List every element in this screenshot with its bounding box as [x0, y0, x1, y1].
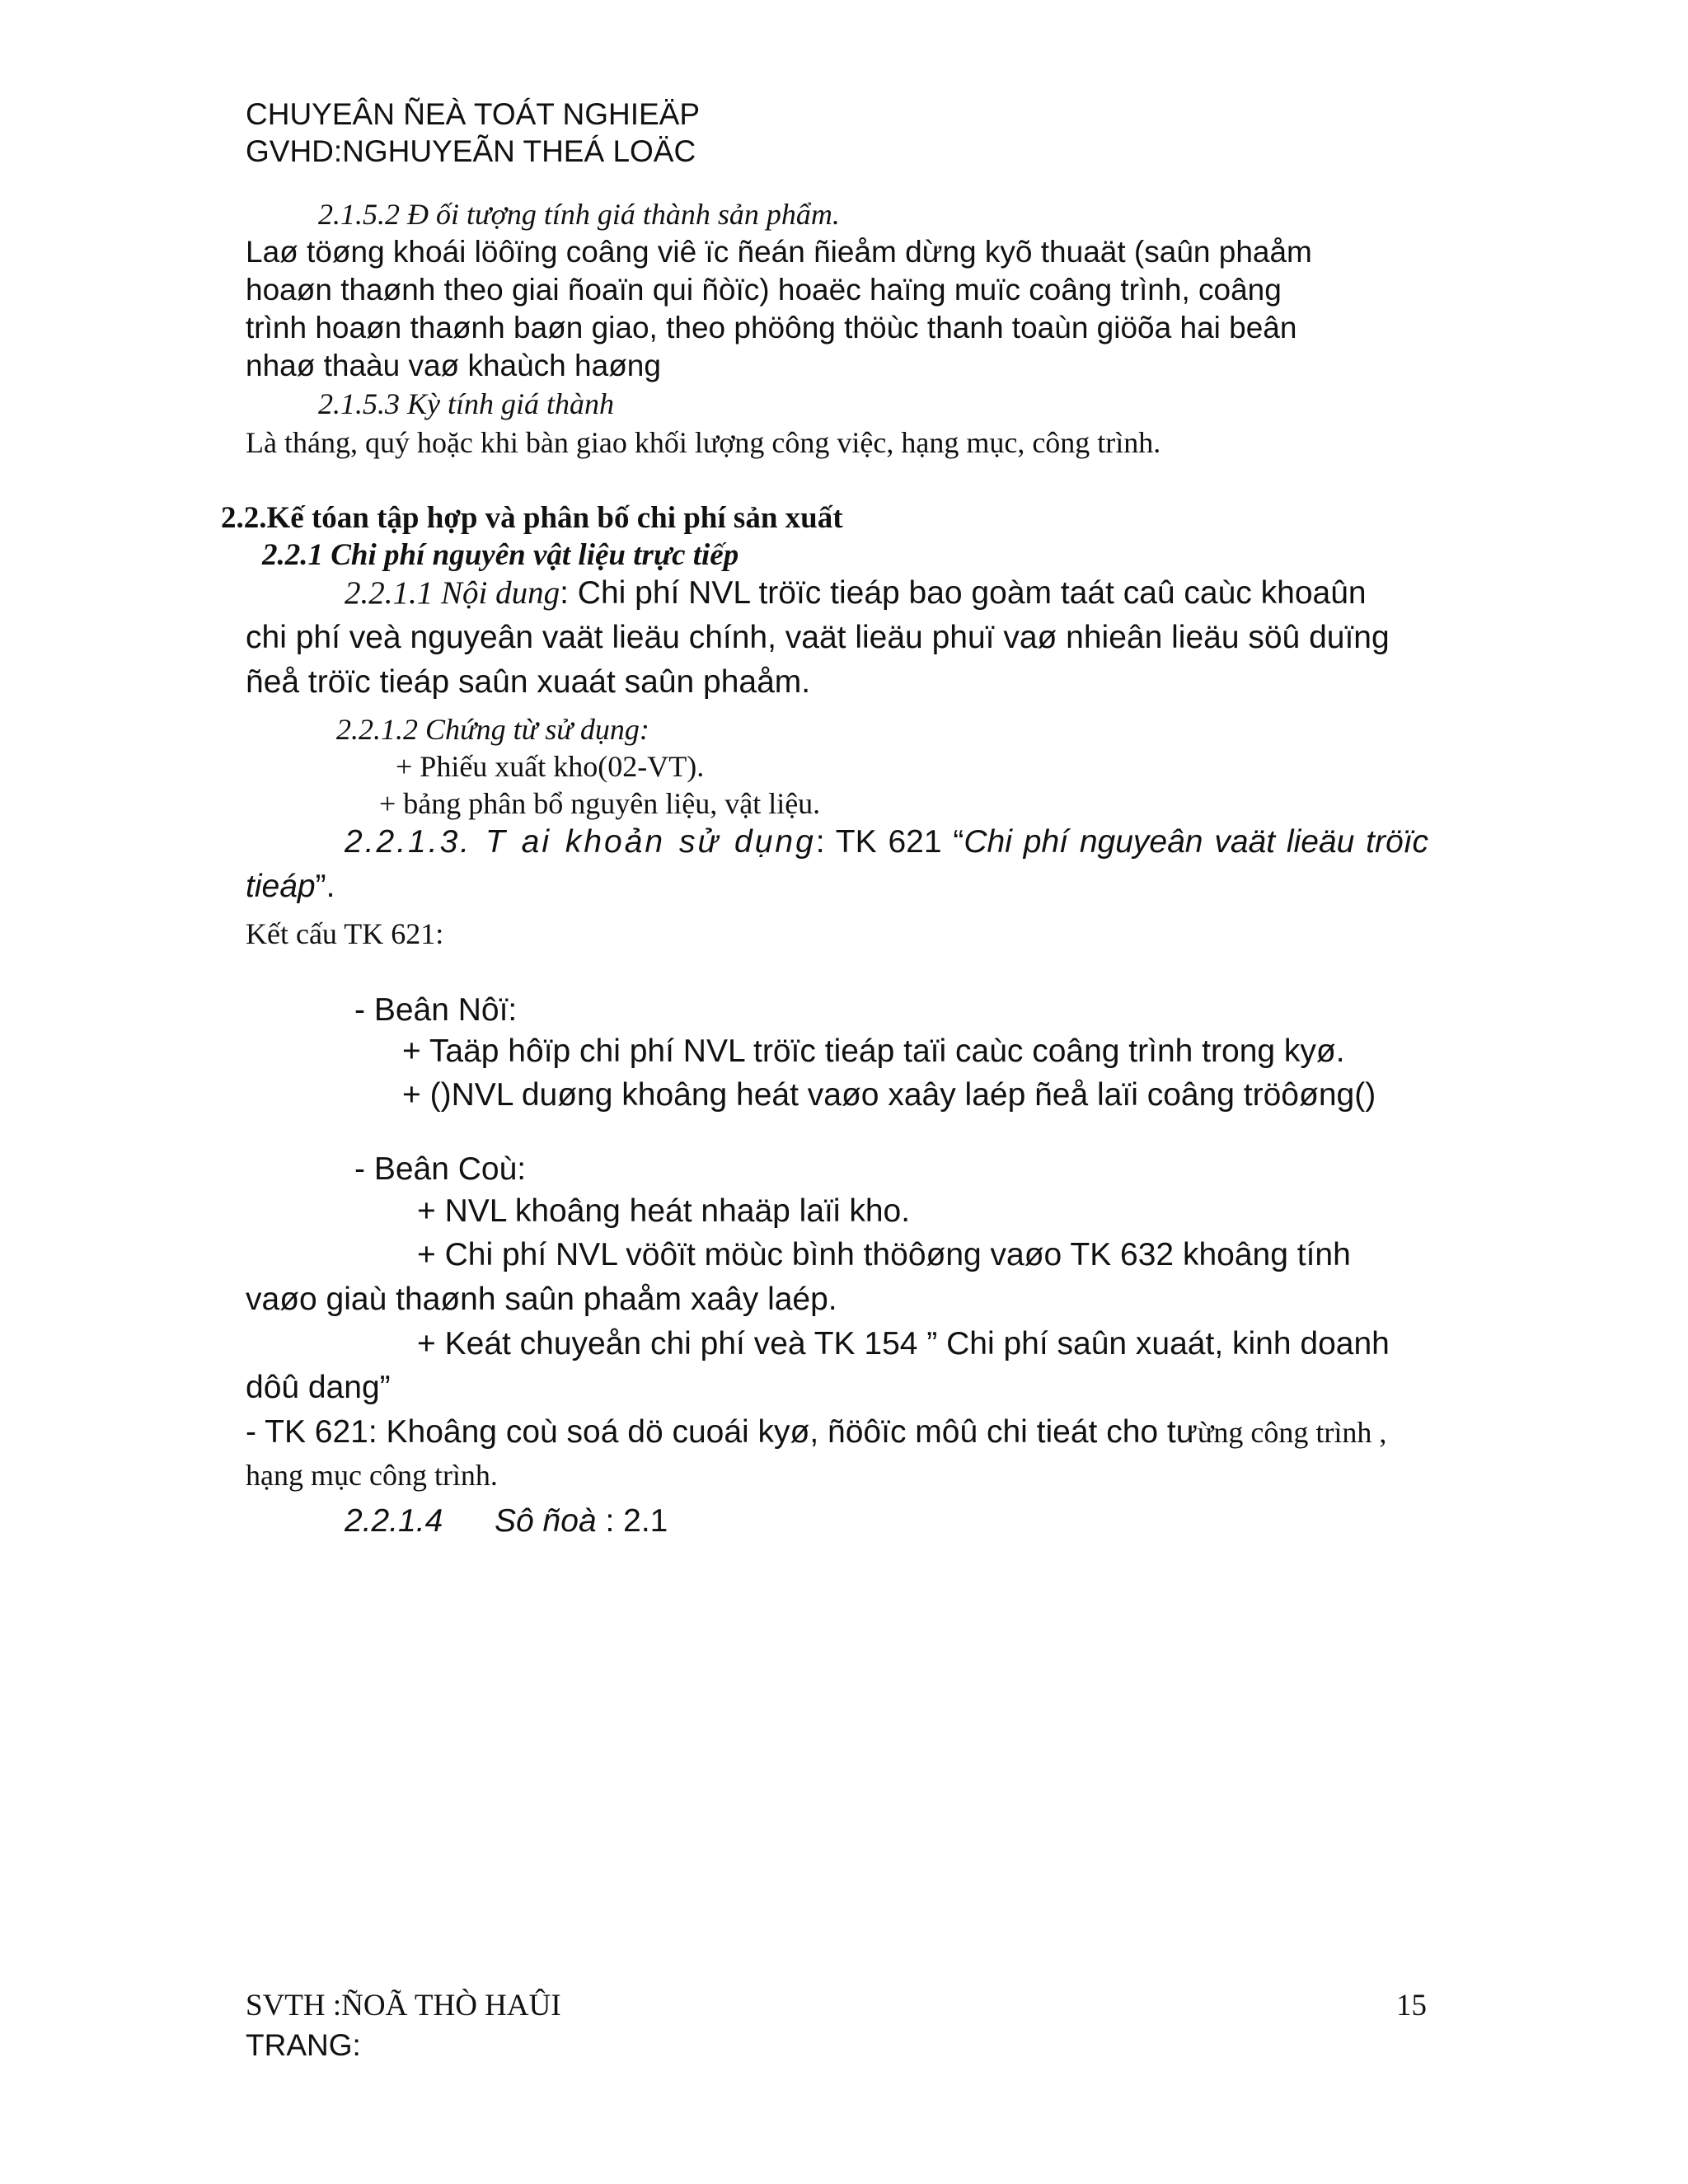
paragraph-line: trình hoaøn thaønh baøn giao, theo phöông thöùc thanh toaùn giöõa hai beân: [246, 311, 1297, 344]
section-2-2-1-1-line1: [345, 575, 1367, 612]
diagram-label: Sô ñoà: [495, 1503, 597, 1539]
credit-label: - Beân Coù:: [354, 1151, 527, 1187]
balance-line2: hạng mục công trình.: [246, 1459, 498, 1492]
section-2-1-5-2-heading: 2.1.5.2 Đ ối tượng tính giá thành sản phẩm.: [318, 198, 840, 231]
section-2-2-1-1-line3: ñeå tröïc tieáp saûn xuaát saûn phaåm.: [246, 664, 811, 700]
section-2-2-1-heading: 2.2.1 Chi phí nguyên vật liệu trực tiếp: [262, 538, 739, 572]
debit-label: - Beân Nôï:: [354, 992, 518, 1028]
content-text: : Chi phí NVL tröïc tieáp bao goàm taát caû caùc khoaûn: [560, 575, 1367, 611]
header-advisor: GVHD:NGHUYEÃN THEÁ LOÄC: [246, 134, 696, 168]
account-end: ”.: [315, 869, 335, 904]
paragraph-line: Laø töøng khoái löôïng coâng viê ïc ñeán ñieåm dừng kyõ thuaät (saûn phaåm: [246, 235, 1312, 269]
content-label: 2.2.1.1 Nội dung: [345, 575, 560, 611]
section-2-2-1-3-line2: [246, 869, 335, 906]
paragraph-line: nhaø thaàu vaø khaùch haøng: [246, 349, 661, 382]
account-number: : TK 621 “: [815, 824, 964, 860]
voucher-item: + Phiếu xuất kho(02-VT).: [396, 750, 705, 783]
account-name: Chi phí nguyeân vaät lieäu tröïc: [964, 824, 1429, 860]
header-title: CHUYEÂN ÑEÀ TOÁT NGHIEÄP: [246, 97, 701, 131]
account-name-cont: tieáp: [246, 869, 316, 904]
section-2-2-heading: 2.2.Kế tóan tập hợp và phân bố chi phí sản xuất: [221, 501, 843, 535]
debit-item: + ()NVL duøng khoâng heát vaøo xaây laép ñeå laïi coâng tröôøng(): [402, 1077, 1376, 1113]
paragraph-line: hoaøn thaønh theo giai ñoaïn qui ñòïc) hoaëc haïng muïc coâng trình, coâng: [246, 273, 1282, 307]
section-2-2-1-3-justified: [345, 824, 1428, 861]
section-2-2-1-1-line2: chi phí veà nguyeân vaät lieäu chính, vaät lieäu phuï vaø nhieân lieäu söû duïng: [246, 620, 1390, 655]
footer-student: [246, 1989, 561, 2024]
credit-item-cont: vaøo giaù thaønh saûn phaåm xaây laép.: [246, 1282, 837, 1317]
section-2-1-5-3-heading: 2.1.5.3 Kỳ tính giá thành: [318, 387, 614, 420]
section-2-2-1-4-label: 2.2.1.4: [345, 1503, 443, 1539]
section-2-1-5-3-text: Là tháng, quý hoặc khi bàn giao khối lượng công việc, hạng mục, công trình.: [246, 426, 1161, 459]
footer-trang: TRANG:: [246, 2028, 361, 2062]
voucher-item: + bảng phân bổ nguyên liệu, vật liệu.: [379, 787, 821, 820]
credit-item: + NVL khoâng heát nhaäp laïi kho.: [417, 1193, 911, 1229]
balance-text-serif: ừng công trình ,: [1197, 1416, 1387, 1449]
debit-item: + Taäp hôïp chi phí NVL tröïc tieáp taïi caùc coâng trình trong kyø.: [402, 1033, 1345, 1069]
diagram-number: : 2.1: [605, 1503, 668, 1539]
balance-line1: [246, 1414, 1386, 1451]
credit-item: + Chi phí NVL vöôït möùc bình thöôøng vaøo TK 632 khoâng tính: [417, 1237, 1351, 1272]
credit-item-cont: dôû dang”: [246, 1370, 391, 1405]
page-number: 15: [1396, 1989, 1427, 2022]
credit-item: + Keát chuyeån chi phí veà TK 154 ” Chi phí saûn xuaát, kinh doanh: [417, 1326, 1390, 1361]
structure-title: Kết cấu TK 621:: [246, 917, 444, 950]
balance-text: - TK 621: Khoâng coù soá dö cuoái kyø, ñöôïc môû chi tieát cho tư: [246, 1414, 1198, 1450]
section-2-2-1-3-line1: [345, 824, 1428, 861]
section-2-2-1-2-heading: 2.2.1.2 Chứng từ sử dụng:: [336, 713, 649, 746]
diagram-reference: [495, 1503, 668, 1540]
footer-student-text: SVTH :ÑOÃ THÒ HAÛI: [246, 1989, 561, 2022]
account-label: 2.2.1.3. T ai khoản sử dụng: [345, 824, 816, 860]
